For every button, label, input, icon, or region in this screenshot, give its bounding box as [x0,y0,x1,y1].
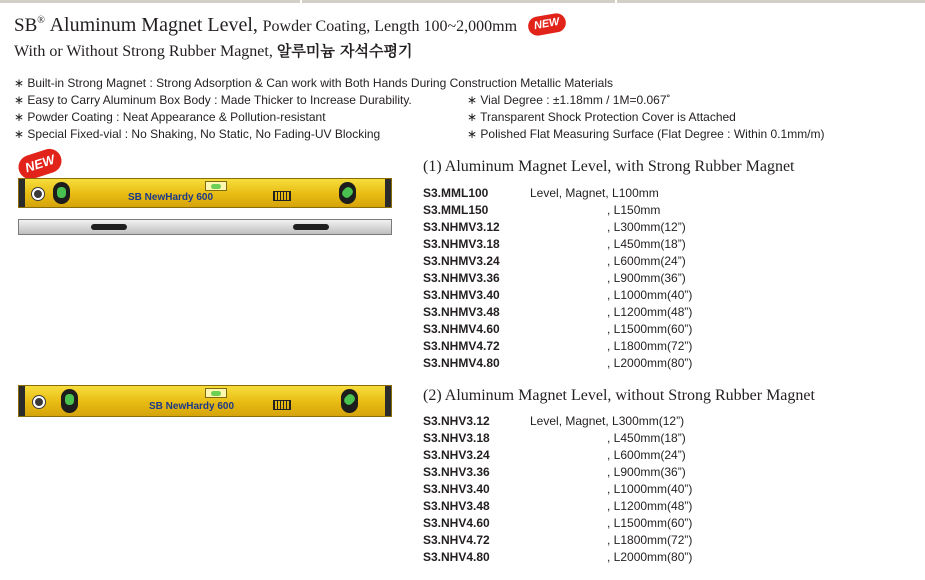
model-desc: , L900mm(36”) [607,465,686,479]
model-desc: , L150mm [607,203,661,217]
model-code: S3.NHMV3.48 [423,305,500,319]
model-code: S3.NHV4.72 [423,533,490,547]
model-code: S3.NHMV3.12 [423,220,500,234]
feature-item: ∗ Easy to Carry Aluminum Box Body : Made Thicker to Increase Durability. [14,93,412,107]
model-desc: , L600mm(24”) [607,448,686,462]
model-desc: , L1200mm(48”) [607,305,693,319]
model-code: S3.NHV3.12 [423,414,490,428]
subtitle-korean: 알루미늄 자석수평기 [276,42,413,60]
model-code: S3.MML100 [423,186,489,200]
hang-hole-icon [33,396,45,408]
vial-icon [341,389,358,413]
magnet-strip-icon [91,224,127,230]
registered-mark: ® [37,15,45,26]
model-code: S3.NHV4.80 [423,550,490,564]
feature-item: ∗ Vial Degree : ±1.18mm / 1M=0.067˚ [467,93,671,107]
model-desc: , L1000mm(40”) [607,288,693,302]
top-vial-icon [205,388,227,398]
magnet-strip-icon [293,224,329,230]
section-title-without-magnet: (2) Aluminum Magnet Level, without Strong Rubber Magnet [423,387,815,404]
section-title-with-magnet: (1) Aluminum Magnet Level, with Strong Rubber Magnet [423,158,795,175]
vial-icon [339,182,356,204]
vial-icon [53,182,70,204]
model-desc: , L2000mm(80”) [607,550,693,564]
end-cap [385,179,391,207]
level-body [18,385,392,417]
model-code: S3.NHMV4.80 [423,356,500,370]
model-desc: , L1500mm(60”) [607,516,693,530]
vial-icon [61,389,78,413]
model-code: S3.NHMV4.72 [423,339,500,353]
top-vial-icon [205,181,227,191]
model-code: S3.MML150 [423,203,489,217]
level-brand-label: SB NewHardy 600 [128,192,214,203]
model-code: S3.NHV3.18 [423,431,490,445]
end-cap [385,386,391,416]
model-desc: , L300mm(12”) [607,220,686,234]
model-code: S3.NHV4.60 [423,516,490,530]
model-desc: , L1800mm(72”) [607,339,693,353]
new-badge: NEW [526,12,566,37]
level-body [18,178,392,208]
top-divider [0,0,925,3]
product-spec: Powder Coating, Length 100~2,000mm [262,18,518,35]
level-brand-label: SB NewHardy 600 [149,401,235,412]
feature-item: ∗ Special Fixed-vial : No Shaking, No Static, No Fading-UV Blocking [14,127,381,141]
model-code: S3.NHMV3.24 [423,254,500,268]
new-sticker: NEW [15,146,64,182]
feature-item: ∗ Powder Coating : Neat Appearance & Pollution-resistant [14,110,326,124]
model-code: S3.NHV3.40 [423,482,490,496]
model-desc: , L900mm(36”) [607,271,686,285]
model-desc: , L450mm(18”) [607,237,686,251]
model-code: S3.NHMV4.60 [423,322,500,336]
end-cap [19,386,25,416]
model-desc: Level, Magnet, L100mm [530,186,659,200]
barcode-icon [273,400,291,410]
model-desc: Level, Magnet, L300mm(12”) [530,414,685,428]
hang-hole-icon [32,188,44,200]
feature-item: ∗ Polished Flat Measuring Surface (Flat Degree : Within 0.1mm/m) [467,127,825,141]
model-desc: , L2000mm(80”) [607,356,693,370]
model-code: S3.NHMV3.40 [423,288,500,302]
model-desc: , L1000mm(40”) [607,482,693,496]
feature-item: ∗ Built-in Strong Magnet : Strong Adsorption & Can work with Both Hands During Construction Metallic Materials [14,76,613,90]
model-desc: , L600mm(24”) [607,254,686,268]
model-code: S3.NHMV3.18 [423,237,500,251]
product-name: Aluminum Magnet Level, [49,14,258,36]
level-bottom-view [18,219,392,235]
feature-item: ∗ Transparent Shock Protection Cover is Attached [467,110,736,124]
model-code: S3.NHV3.24 [423,448,490,462]
model-code: S3.NHV3.48 [423,499,490,513]
model-desc: , L1200mm(48”) [607,499,693,513]
barcode-icon [273,191,291,201]
brand-name: SB [14,15,38,36]
model-code: S3.NHV3.36 [423,465,490,479]
model-desc: , L1500mm(60”) [607,322,693,336]
subtitle-text: With or Without Strong Rubber Magnet, [14,43,273,60]
model-desc: , L450mm(18”) [607,431,686,445]
end-cap [19,179,25,207]
page-title [14,14,566,37]
model-desc: , L1800mm(72”) [607,533,693,547]
page-subtitle [14,40,412,61]
model-code: S3.NHMV3.36 [423,271,500,285]
